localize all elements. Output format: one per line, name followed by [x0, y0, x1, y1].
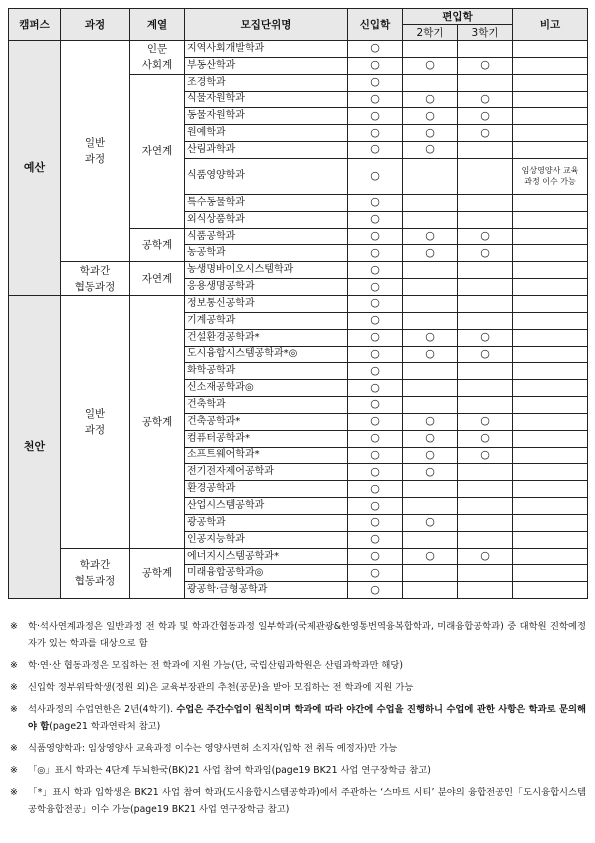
table-row: [9, 548, 588, 565]
admission-table: [8, 8, 588, 599]
course-yesan-inter: [61, 262, 130, 296]
header-new-admission: 신입학: [348, 9, 403, 41]
unit-name: 지역사회개발학과: [185, 41, 348, 58]
circle-mark-icon: ○: [480, 91, 490, 105]
note-mark-icon: ※: [10, 682, 18, 693]
new-cell: [348, 363, 403, 380]
sem2-cell: [403, 363, 458, 380]
circle-mark-icon: ○: [480, 346, 490, 360]
sem3-cell: [458, 346, 513, 363]
remark-cell: [513, 158, 588, 194]
sem3-cell: [458, 531, 513, 548]
circle-mark-icon: ○: [370, 142, 380, 156]
unit-name: 응용생명공학과: [185, 279, 348, 296]
note-text: 「*」표시 학과 입학생은 BK21 사업 참여 학과(도시융합시스템공학과)에서 주관하는 ‘스마트 시티’ 분야의 융합전공인「도시융합시스템공학융합전공」이수 가능(page19 BK21 사업 연구장학금 참고): [28, 787, 586, 815]
sem3-cell: [458, 312, 513, 329]
field-label: 인문 사회계: [141, 43, 173, 72]
circle-mark-icon: ○: [370, 168, 380, 182]
circle-mark-icon: ○: [370, 91, 380, 105]
remark-cell: [513, 363, 588, 380]
remark-cell: [513, 57, 588, 74]
unit-name: 농공학과: [185, 245, 348, 262]
sem2-cell: [403, 430, 458, 447]
unit-name: 환경공학과: [185, 481, 348, 498]
circle-mark-icon: ○: [425, 549, 435, 563]
unit-name: 조경학과: [185, 74, 348, 91]
remark-cell: [513, 430, 588, 447]
sem3-cell: [458, 228, 513, 245]
sem2-cell: [403, 329, 458, 346]
circle-mark-icon: ○: [425, 346, 435, 360]
header-sem2: 2학기: [403, 25, 458, 41]
field-engineering-inter: 공학계: [130, 548, 185, 599]
circle-mark-icon: ○: [370, 212, 380, 226]
unit-name: 식품영양학과: [185, 158, 348, 194]
circle-mark-icon: ○: [480, 549, 490, 563]
sem3-cell: [458, 194, 513, 211]
unit-name: 신소재공학과◎: [185, 380, 348, 397]
note-item: [10, 657, 586, 674]
circle-mark-icon: ○: [370, 498, 380, 512]
sem3-cell: [458, 295, 513, 312]
new-cell: [348, 346, 403, 363]
sem3-cell: [458, 279, 513, 296]
sem2-cell: [403, 91, 458, 108]
sem2-cell: [403, 413, 458, 430]
new-cell: [348, 397, 403, 414]
note-bold-text: 수업은 주간수업이 원칙이며 학과에 따라 야간에 수업을 진행하니 수업에 관한 사항은 학과로 문의해야 함: [28, 704, 586, 732]
unit-name: 컴퓨터공학과*: [185, 430, 348, 447]
circle-mark-icon: ○: [480, 245, 490, 259]
circle-mark-icon: ○: [370, 296, 380, 310]
new-cell: [348, 125, 403, 142]
circle-mark-icon: ○: [480, 108, 490, 122]
remark-cell: [513, 498, 588, 515]
sem3-cell: [458, 108, 513, 125]
table-body: [9, 41, 588, 599]
sem3-cell: [458, 363, 513, 380]
sem2-cell: [403, 57, 458, 74]
sem3-cell: [458, 158, 513, 194]
new-cell: [348, 464, 403, 481]
new-cell: [348, 41, 403, 58]
unit-name: 전기전자제어공학과: [185, 464, 348, 481]
campus-cheonan: 천안: [9, 295, 61, 598]
sem2-cell: [403, 346, 458, 363]
circle-mark-icon: ○: [370, 75, 380, 89]
course-label: 일반 과정: [84, 407, 106, 436]
circle-mark-icon: ○: [425, 464, 435, 478]
sem2-cell: [403, 295, 458, 312]
note-mark-icon: ※: [10, 787, 18, 798]
circle-mark-icon: ○: [480, 125, 490, 139]
unit-name: 농생명바이오시스템학과: [185, 262, 348, 279]
sem2-cell: [403, 481, 458, 498]
circle-mark-icon: ○: [370, 229, 380, 243]
remark-cell: [513, 295, 588, 312]
circle-mark-icon: ○: [370, 346, 380, 360]
field-humanities: [130, 41, 185, 75]
unit-name: 외식상품학과: [185, 211, 348, 228]
unit-name: 도시융합시스템공학과*◎: [185, 346, 348, 363]
course-yesan-general: [61, 41, 130, 262]
field-engineering-cheonan: 공학계: [130, 295, 185, 548]
table-row: [9, 295, 588, 312]
header-field: 계열: [130, 9, 185, 41]
remark-cell: [513, 41, 588, 58]
new-cell: [348, 279, 403, 296]
remark-cell: [513, 312, 588, 329]
sem3-cell: [458, 329, 513, 346]
unit-name: 건축공학과*: [185, 413, 348, 430]
unit-name: 원예학과: [185, 125, 348, 142]
note-mark-icon: ※: [10, 743, 18, 754]
sem2-cell: [403, 228, 458, 245]
circle-mark-icon: ○: [425, 414, 435, 428]
sem2-cell: [403, 211, 458, 228]
sem2-cell: [403, 565, 458, 582]
circle-mark-icon: ○: [370, 481, 380, 495]
sem2-cell: [403, 194, 458, 211]
circle-mark-icon: ○: [480, 229, 490, 243]
header-remark: 비고: [513, 9, 588, 41]
sem3-cell: [458, 447, 513, 464]
remark-cell: [513, 142, 588, 159]
circle-mark-icon: ○: [425, 245, 435, 259]
note-item: [10, 701, 586, 735]
remark-cell: [513, 582, 588, 599]
sem3-cell: [458, 481, 513, 498]
sem2-cell: [403, 279, 458, 296]
circle-mark-icon: ○: [370, 515, 380, 529]
sem3-cell: [458, 245, 513, 262]
remark-cell: [513, 481, 588, 498]
new-cell: [348, 108, 403, 125]
new-cell: [348, 194, 403, 211]
new-cell: [348, 57, 403, 74]
remark-cell: [513, 447, 588, 464]
sem2-cell: [403, 262, 458, 279]
unit-name: 건설환경공학과*: [185, 329, 348, 346]
circle-mark-icon: ○: [370, 313, 380, 327]
sem2-cell: [403, 447, 458, 464]
circle-mark-icon: ○: [370, 447, 380, 461]
note-text: 「◎」표시 학과는 4단계 두뇌한국(BK)21 사업 참여 학과임(page19 BK21 사업 연구장학금 참고): [28, 765, 431, 776]
unit-name: 화학공학과: [185, 363, 348, 380]
circle-mark-icon: ○: [480, 447, 490, 461]
note-text: 학·연·산 협동과정은 모집하는 전 학과에 지원 가능(단, 국립산림과학원은 산림과학과만 해당): [28, 660, 404, 671]
circle-mark-icon: ○: [370, 195, 380, 209]
course-label: 학과간 협동과정: [74, 559, 116, 588]
new-cell: [348, 531, 403, 548]
header-unit: 모집단위명: [185, 9, 348, 41]
new-cell: [348, 142, 403, 159]
sem3-cell: [458, 74, 513, 91]
circle-mark-icon: ○: [480, 431, 490, 445]
circle-mark-icon: ○: [370, 363, 380, 377]
header-campus: 캠퍼스: [9, 9, 61, 41]
unit-name: 기계공학과: [185, 312, 348, 329]
sem2-cell: [403, 548, 458, 565]
sem2-cell: [403, 312, 458, 329]
circle-mark-icon: ○: [480, 58, 490, 72]
sem2-cell: [403, 380, 458, 397]
new-cell: [348, 329, 403, 346]
field-natural-inter: 자연계: [130, 262, 185, 296]
remark-cell: [513, 91, 588, 108]
circle-mark-icon: ○: [370, 125, 380, 139]
sem2-cell: [403, 498, 458, 515]
sem2-cell: [403, 74, 458, 91]
sem3-cell: [458, 57, 513, 74]
unit-name: 산업시스템공학과: [185, 498, 348, 515]
sem3-cell: [458, 548, 513, 565]
sem2-cell: [403, 108, 458, 125]
remark-text: 임상영양사 교육 과정 이수 가능: [521, 166, 579, 187]
circle-mark-icon: ○: [370, 464, 380, 478]
sem2-cell: [403, 464, 458, 481]
sem3-cell: [458, 582, 513, 599]
new-cell: [348, 481, 403, 498]
circle-mark-icon: ○: [425, 515, 435, 529]
note-item: [10, 762, 586, 779]
new-cell: [348, 548, 403, 565]
remark-cell: [513, 514, 588, 531]
course-label: 학과간 협동과정: [74, 264, 116, 293]
course-label: 일반 과정: [84, 137, 106, 166]
remark-cell: [513, 565, 588, 582]
remark-cell: [513, 279, 588, 296]
note-text: 석사과정의 수업연한은 2년(4학기).: [28, 704, 177, 715]
note-text: 신입학 정부위탁학생(정원 외)은 교육부장관의 추천(공문)을 받아 모집하는 전 학과에 지원 가능: [28, 682, 414, 693]
remark-cell: [513, 329, 588, 346]
unit-name: 동물자원학과: [185, 108, 348, 125]
new-cell: [348, 211, 403, 228]
circle-mark-icon: ○: [370, 565, 380, 579]
admission-table-container: [8, 8, 587, 599]
circle-mark-icon: ○: [370, 431, 380, 445]
new-cell: [348, 447, 403, 464]
sem2-cell: [403, 514, 458, 531]
new-cell: [348, 380, 403, 397]
new-cell: [348, 514, 403, 531]
sem3-cell: [458, 565, 513, 582]
note-item: [10, 740, 586, 757]
circle-mark-icon: ○: [370, 397, 380, 411]
new-cell: [348, 565, 403, 582]
unit-name: 광공학·금형공학과: [185, 582, 348, 599]
notes-section: [10, 618, 586, 823]
new-cell: [348, 430, 403, 447]
sem2-cell: [403, 158, 458, 194]
new-cell: [348, 91, 403, 108]
circle-mark-icon: ○: [425, 431, 435, 445]
sem2-cell: [403, 245, 458, 262]
sem2-cell: [403, 582, 458, 599]
sem2-cell: [403, 531, 458, 548]
circle-mark-icon: ○: [370, 41, 380, 55]
unit-name: 미래융합공학과◎: [185, 565, 348, 582]
note-text-composite: [28, 704, 586, 732]
remark-cell: [513, 228, 588, 245]
sem3-cell: [458, 41, 513, 58]
table-row: [9, 262, 588, 279]
note-item: [10, 784, 586, 818]
sem3-cell: [458, 211, 513, 228]
remark-cell: [513, 74, 588, 91]
circle-mark-icon: ○: [425, 108, 435, 122]
circle-mark-icon: ○: [370, 279, 380, 293]
field-natural: 자연계: [130, 74, 185, 228]
sem3-cell: [458, 498, 513, 515]
sem3-cell: [458, 125, 513, 142]
circle-mark-icon: ○: [370, 380, 380, 394]
circle-mark-icon: ○: [370, 582, 380, 596]
sem3-cell: [458, 380, 513, 397]
sem3-cell: [458, 413, 513, 430]
course-cheonan-inter: [61, 548, 130, 599]
remark-cell: [513, 211, 588, 228]
circle-mark-icon: ○: [425, 125, 435, 139]
unit-name: 부동산학과: [185, 57, 348, 74]
circle-mark-icon: ○: [370, 262, 380, 276]
new-cell: [348, 295, 403, 312]
circle-mark-icon: ○: [370, 414, 380, 428]
remark-cell: [513, 531, 588, 548]
campus-yesan: 예산: [9, 41, 61, 296]
circle-mark-icon: ○: [370, 58, 380, 72]
field-engineering-yesan: 공학계: [130, 228, 185, 262]
note-mark-icon: ※: [10, 621, 18, 632]
table-row: [9, 41, 588, 58]
remark-cell: [513, 380, 588, 397]
sem3-cell: [458, 142, 513, 159]
note-text: 식품영양학과: 임상영양사 교육과정 이수는 영양사면허 소지자(입학 전 취득 예정자)만 가능: [28, 743, 398, 754]
note-item: [10, 618, 586, 652]
circle-mark-icon: ○: [425, 447, 435, 461]
note-mark-icon: ※: [10, 704, 18, 715]
header-transfer: 편입학: [403, 9, 513, 25]
note-tail-text: (page21 학과연락처 참고): [49, 721, 161, 732]
sem3-cell: [458, 464, 513, 481]
sem3-cell: [458, 430, 513, 447]
circle-mark-icon: ○: [480, 414, 490, 428]
unit-name: 소프트웨어학과*: [185, 447, 348, 464]
remark-cell: [513, 108, 588, 125]
unit-name: 식물자원학과: [185, 91, 348, 108]
new-cell: [348, 413, 403, 430]
circle-mark-icon: ○: [370, 245, 380, 259]
remark-cell: [513, 245, 588, 262]
circle-mark-icon: ○: [425, 58, 435, 72]
unit-name: 광공학과: [185, 514, 348, 531]
header-course: 과정: [61, 9, 130, 41]
note-mark-icon: ※: [10, 765, 18, 776]
new-cell: [348, 245, 403, 262]
header-sem3: 3학기: [458, 25, 513, 41]
note-text: 학·석사연계과정은 일반과정 전 학과 및 학과간협동과정 일부학과(국제관광&한영통번역융복합학과, 미래융합공학과) 중 대학원 진학예정자가 있는 학과를 대상으로 함: [28, 621, 586, 649]
circle-mark-icon: ○: [425, 91, 435, 105]
circle-mark-icon: ○: [370, 108, 380, 122]
sem2-cell: [403, 397, 458, 414]
circle-mark-icon: ○: [425, 229, 435, 243]
remark-cell: [513, 194, 588, 211]
sem2-cell: [403, 142, 458, 159]
sem2-cell: [403, 41, 458, 58]
circle-mark-icon: ○: [370, 330, 380, 344]
new-cell: [348, 158, 403, 194]
new-cell: [348, 582, 403, 599]
note-mark-icon: ※: [10, 660, 18, 671]
sem3-cell: [458, 397, 513, 414]
new-cell: [348, 498, 403, 515]
circle-mark-icon: ○: [370, 549, 380, 563]
unit-name: 식품공학과: [185, 228, 348, 245]
sem3-cell: [458, 514, 513, 531]
unit-name: 건축학과: [185, 397, 348, 414]
unit-name: 에너지시스템공학과*: [185, 548, 348, 565]
new-cell: [348, 228, 403, 245]
circle-mark-icon: ○: [370, 532, 380, 546]
circle-mark-icon: ○: [425, 330, 435, 344]
course-cheonan-general: [61, 295, 130, 548]
unit-name: 인공지능학과: [185, 531, 348, 548]
circle-mark-icon: ○: [480, 330, 490, 344]
unit-name: 정보통신공학과: [185, 295, 348, 312]
new-cell: [348, 312, 403, 329]
sem3-cell: [458, 91, 513, 108]
remark-cell: [513, 262, 588, 279]
note-item: [10, 679, 586, 696]
unit-name: 산림과학과: [185, 142, 348, 159]
unit-name: 특수동물학과: [185, 194, 348, 211]
sem2-cell: [403, 125, 458, 142]
new-cell: [348, 262, 403, 279]
new-cell: [348, 74, 403, 91]
remark-cell: [513, 464, 588, 481]
sem3-cell: [458, 262, 513, 279]
remark-cell: [513, 413, 588, 430]
remark-cell: [513, 125, 588, 142]
circle-mark-icon: ○: [425, 142, 435, 156]
remark-cell: [513, 397, 588, 414]
remark-cell: [513, 548, 588, 565]
remark-cell: [513, 346, 588, 363]
